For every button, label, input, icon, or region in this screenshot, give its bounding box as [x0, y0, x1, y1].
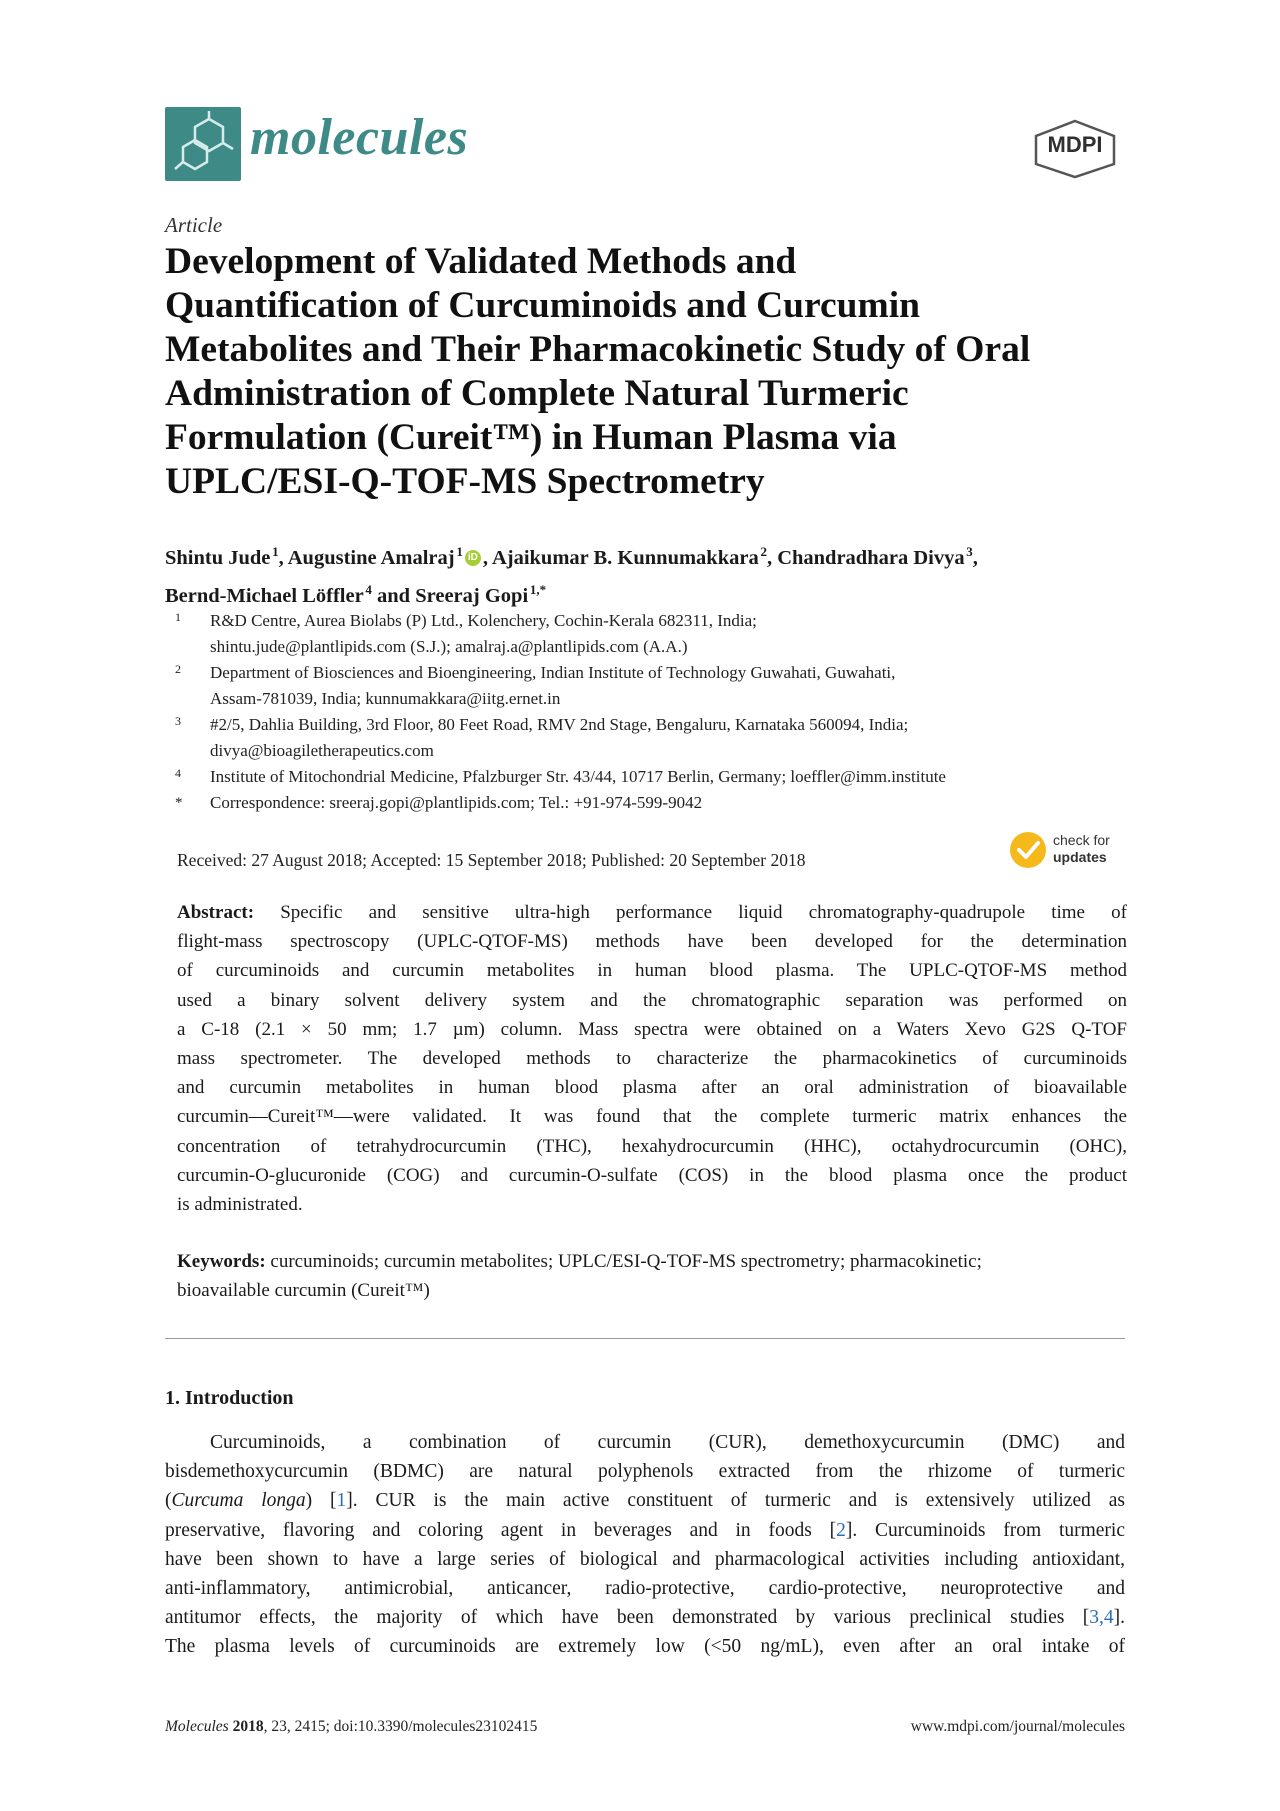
author-name[interactable]: Augustine Amalraj	[287, 546, 455, 569]
citation-link[interactable]: 1	[336, 1490, 347, 1512]
keywords	[177, 1247, 1132, 1305]
abstract-line: mass spectrometer. The developed methods to characterize the pharmacokinetics of curcuminoids	[177, 1047, 1127, 1069]
citation-link[interactable]: 2	[836, 1519, 846, 1541]
author-conjunction: and	[377, 584, 411, 607]
orcid-icon[interactable]: iD	[465, 550, 481, 566]
abstract-line	[177, 898, 1127, 927]
species-name: Curcuma longa	[171, 1490, 306, 1512]
abstract	[177, 898, 1127, 1219]
body-text: ]. CUR is the main active constituent of turmeric and is extensively utilized as	[346, 1490, 1125, 1512]
body-text: (	[165, 1490, 172, 1512]
body-text: preservative, flavoring and coloring agent in beverages and in foods [	[165, 1519, 837, 1541]
affiliation-item	[175, 660, 1135, 712]
author-affil-sup: 1	[456, 544, 463, 559]
affiliation-text: R&D Centre, Aurea Biolabs (P) Ltd., Kolenchery, Cochin-Kerala 682311, India;	[210, 611, 757, 630]
author-affil-sup: 1	[272, 544, 279, 559]
introduction-body	[165, 1428, 1125, 1662]
author-name[interactable]: Shintu Jude	[165, 546, 271, 569]
body-line	[165, 1603, 1125, 1632]
publication-dates: Received: 27 August 2018; Accepted: 15 September 2018; Published: 20 September 2018	[177, 850, 806, 870]
body-line: anti-inflammatory, antimicrobial, anticancer, radio-protective, cardio-protective, neuroprotective and	[165, 1577, 1125, 1599]
abstract-line: and curcumin metabolites in human blood plasma after an oral administration of bioavailable	[177, 1077, 1127, 1099]
author-list: Shintu Jude $^1$, Augustine Amalraj $^1$ iD , Ajaikumar B. Kunnumakkara $^2$, Chandradhara Divya $^3$, Bernd-Michael Löffler $^4$ and Sreeraj Gopi $^{1,*}$	[165, 544, 978, 607]
abstract-line: of curcuminoids and curcumin metabolites in human blood plasma. The UPLC-QTOF-MS method	[177, 960, 1127, 982]
section-divider	[165, 1338, 1125, 1339]
title-line: Formulation (Cureit™) in Human Plasma via	[165, 417, 897, 458]
affiliation-text: Department of Biosciences and Bioengineering, Indian Institute of Technology Guwahati, Guwahati,	[210, 663, 896, 682]
author-affil-sup: 3	[966, 544, 973, 559]
check-updates-label: check for	[1053, 832, 1110, 848]
citation-separator: ,	[1099, 1607, 1104, 1629]
body-text: ]. Curcuminoids from turmeric	[845, 1519, 1125, 1541]
abstract-text: Specific and sensitive ultra-high performance liquid chromatography-quadrupole time of	[280, 902, 1127, 923]
body-line: Curcuminoids, a combination of curcumin (CUR), demethoxycurcumin (DMC) and	[210, 1432, 1125, 1453]
body-text: ].	[1113, 1607, 1125, 1629]
publisher-name: MDPI	[1047, 132, 1103, 157]
checkmark-icon	[1010, 832, 1046, 868]
footer-doi[interactable]: , 23, 2415; doi:10.3390/molecules23102415	[263, 1718, 538, 1735]
abstract-line: a C-18 (2.1 × 50 mm; 1.7 µm) column. Mass spectra were obtained on a Waters Xevo G2S Q-TOF	[177, 1018, 1127, 1040]
abstract-line: curcumin—Cureit™—were validated. It was found that the complete turmeric matrix enhances the	[177, 1106, 1127, 1128]
citation-link[interactable]: 4	[1103, 1607, 1114, 1629]
author-affil-sup: 1,*	[529, 581, 547, 597]
keywords-text: curcuminoids; curcumin metabolites; UPLC/ESI-Q-TOF-MS spectrometry; pharmacokinetic;	[270, 1251, 982, 1272]
affiliation-item	[175, 712, 1135, 764]
abstract-line: curcumin-O-glucuronide (COG) and curcumin-O-sulfate (COS) in the blood plasma once the product	[177, 1164, 1127, 1186]
affiliation-item	[175, 764, 1135, 790]
title-line: Quantification of Curcuminoids and Curcumin	[165, 285, 920, 326]
abstract-line: flight-mass spectroscopy (UPLC-QTOF-MS) methods have been developed for the determination	[177, 931, 1127, 953]
affiliation-number: *	[175, 795, 183, 811]
body-line: The plasma levels of curcuminoids are extremely low (<50 ng/mL), even after an oral intake of	[165, 1636, 1125, 1658]
author-name[interactable]: Chandradhara Divya	[777, 546, 965, 569]
affiliation-number: 4	[175, 766, 181, 780]
abstract-line: used a binary solvent delivery system and the chromatographic separation was performed on	[177, 989, 1127, 1011]
keywords-label: Keywords:	[177, 1251, 266, 1272]
body-line: bisdemethoxycurcumin (BDMC) are natural polyphenols extracted from the rhizome of turmeric	[165, 1461, 1125, 1483]
affiliation-text[interactable]: divya@bioagiletherapeutics.com	[210, 741, 434, 760]
abstract-label: Abstract:	[177, 902, 255, 923]
citation-link[interactable]: 3	[1089, 1607, 1099, 1629]
mdpi-logo-icon[interactable]	[1030, 118, 1120, 180]
affiliation-item	[175, 608, 1135, 660]
author-affil-sup: 2	[760, 544, 767, 559]
affiliation-number: 2	[175, 662, 181, 676]
keywords-line: bioavailable curcumin (Cureit™)	[177, 1280, 430, 1301]
abstract-line: is administrated.	[177, 1193, 303, 1215]
footer-year: 2018	[232, 1718, 264, 1735]
check-updates-label: updates	[1053, 849, 1107, 865]
footer-url[interactable]: www.mdpi.com/journal/molecules	[910, 1718, 1125, 1735]
affiliation-text: #2/5, Dahlia Building, 3rd Floor, 80 Feet Road, RMV 2nd Stage, Bengaluru, Karnataka 560094, India;	[210, 715, 909, 734]
title-line: Development of Validated Methods and	[165, 241, 797, 282]
section-heading: 1. Introduction	[165, 1387, 294, 1409]
affiliation-number: 1	[175, 610, 181, 624]
affiliation-number: 3	[175, 714, 181, 728]
footer-citation	[165, 1718, 537, 1736]
article-type: Article	[165, 213, 223, 237]
check-for-updates-button[interactable]	[1010, 830, 1125, 870]
abstract-line: concentration of tetrahydrocurcumin (THC), hexahydrocurcumin (HHC), octahydrocurcumin (OHC),	[177, 1135, 1127, 1157]
author-name[interactable]: Bernd-Michael Löffler	[165, 584, 364, 607]
correspondence-text[interactable]: Correspondence: sreeraj.gopi@plantlipids.com; Tel.: +91-974-599-9042	[210, 793, 703, 812]
article-title	[165, 240, 1145, 504]
body-line	[165, 1516, 1125, 1545]
body-text: antitumor effects, the majority of which have been demonstrated by various preclinical studies [	[165, 1607, 1090, 1629]
affiliation-text[interactable]: Institute of Mitochondrial Medicine, Pfalzburger Str. 43/44, 10717 Berlin, Germany; loeffler@imm.institute	[210, 767, 946, 786]
affiliation-list	[175, 608, 1135, 816]
body-line: have been shown to have a large series of biological and pharmacological activities including antioxidant,	[165, 1548, 1125, 1570]
keywords-line	[177, 1247, 1132, 1276]
author-name[interactable]: Ajaikumar B. Kunnumakkara	[491, 546, 759, 569]
affiliation-text[interactable]: shintu.jude@plantlipids.com (S.J.); amalraj.a@plantlipids.com (A.A.)	[210, 637, 688, 656]
title-line: UPLC/ESI-Q-TOF-MS Spectrometry	[165, 461, 765, 502]
journal-logo-icon[interactable]	[165, 107, 241, 181]
title-line: Metabolites and Their Pharmacokinetic Study of Oral	[165, 329, 1031, 370]
title-line: Administration of Complete Natural Turmeric	[165, 373, 909, 414]
correspondence-item	[175, 790, 1135, 816]
footer-journal: Molecules	[165, 1718, 229, 1735]
affiliation-text[interactable]: Assam-781039, India; kunnumakkara@iitg.ernet.in	[210, 689, 561, 708]
author-affil-sup: 4	[365, 581, 372, 597]
body-line	[165, 1486, 1125, 1515]
author-name[interactable]: Sreeraj Gopi	[415, 584, 529, 607]
journal-name[interactable]: molecules	[250, 109, 469, 166]
body-text: ) [	[305, 1490, 337, 1512]
